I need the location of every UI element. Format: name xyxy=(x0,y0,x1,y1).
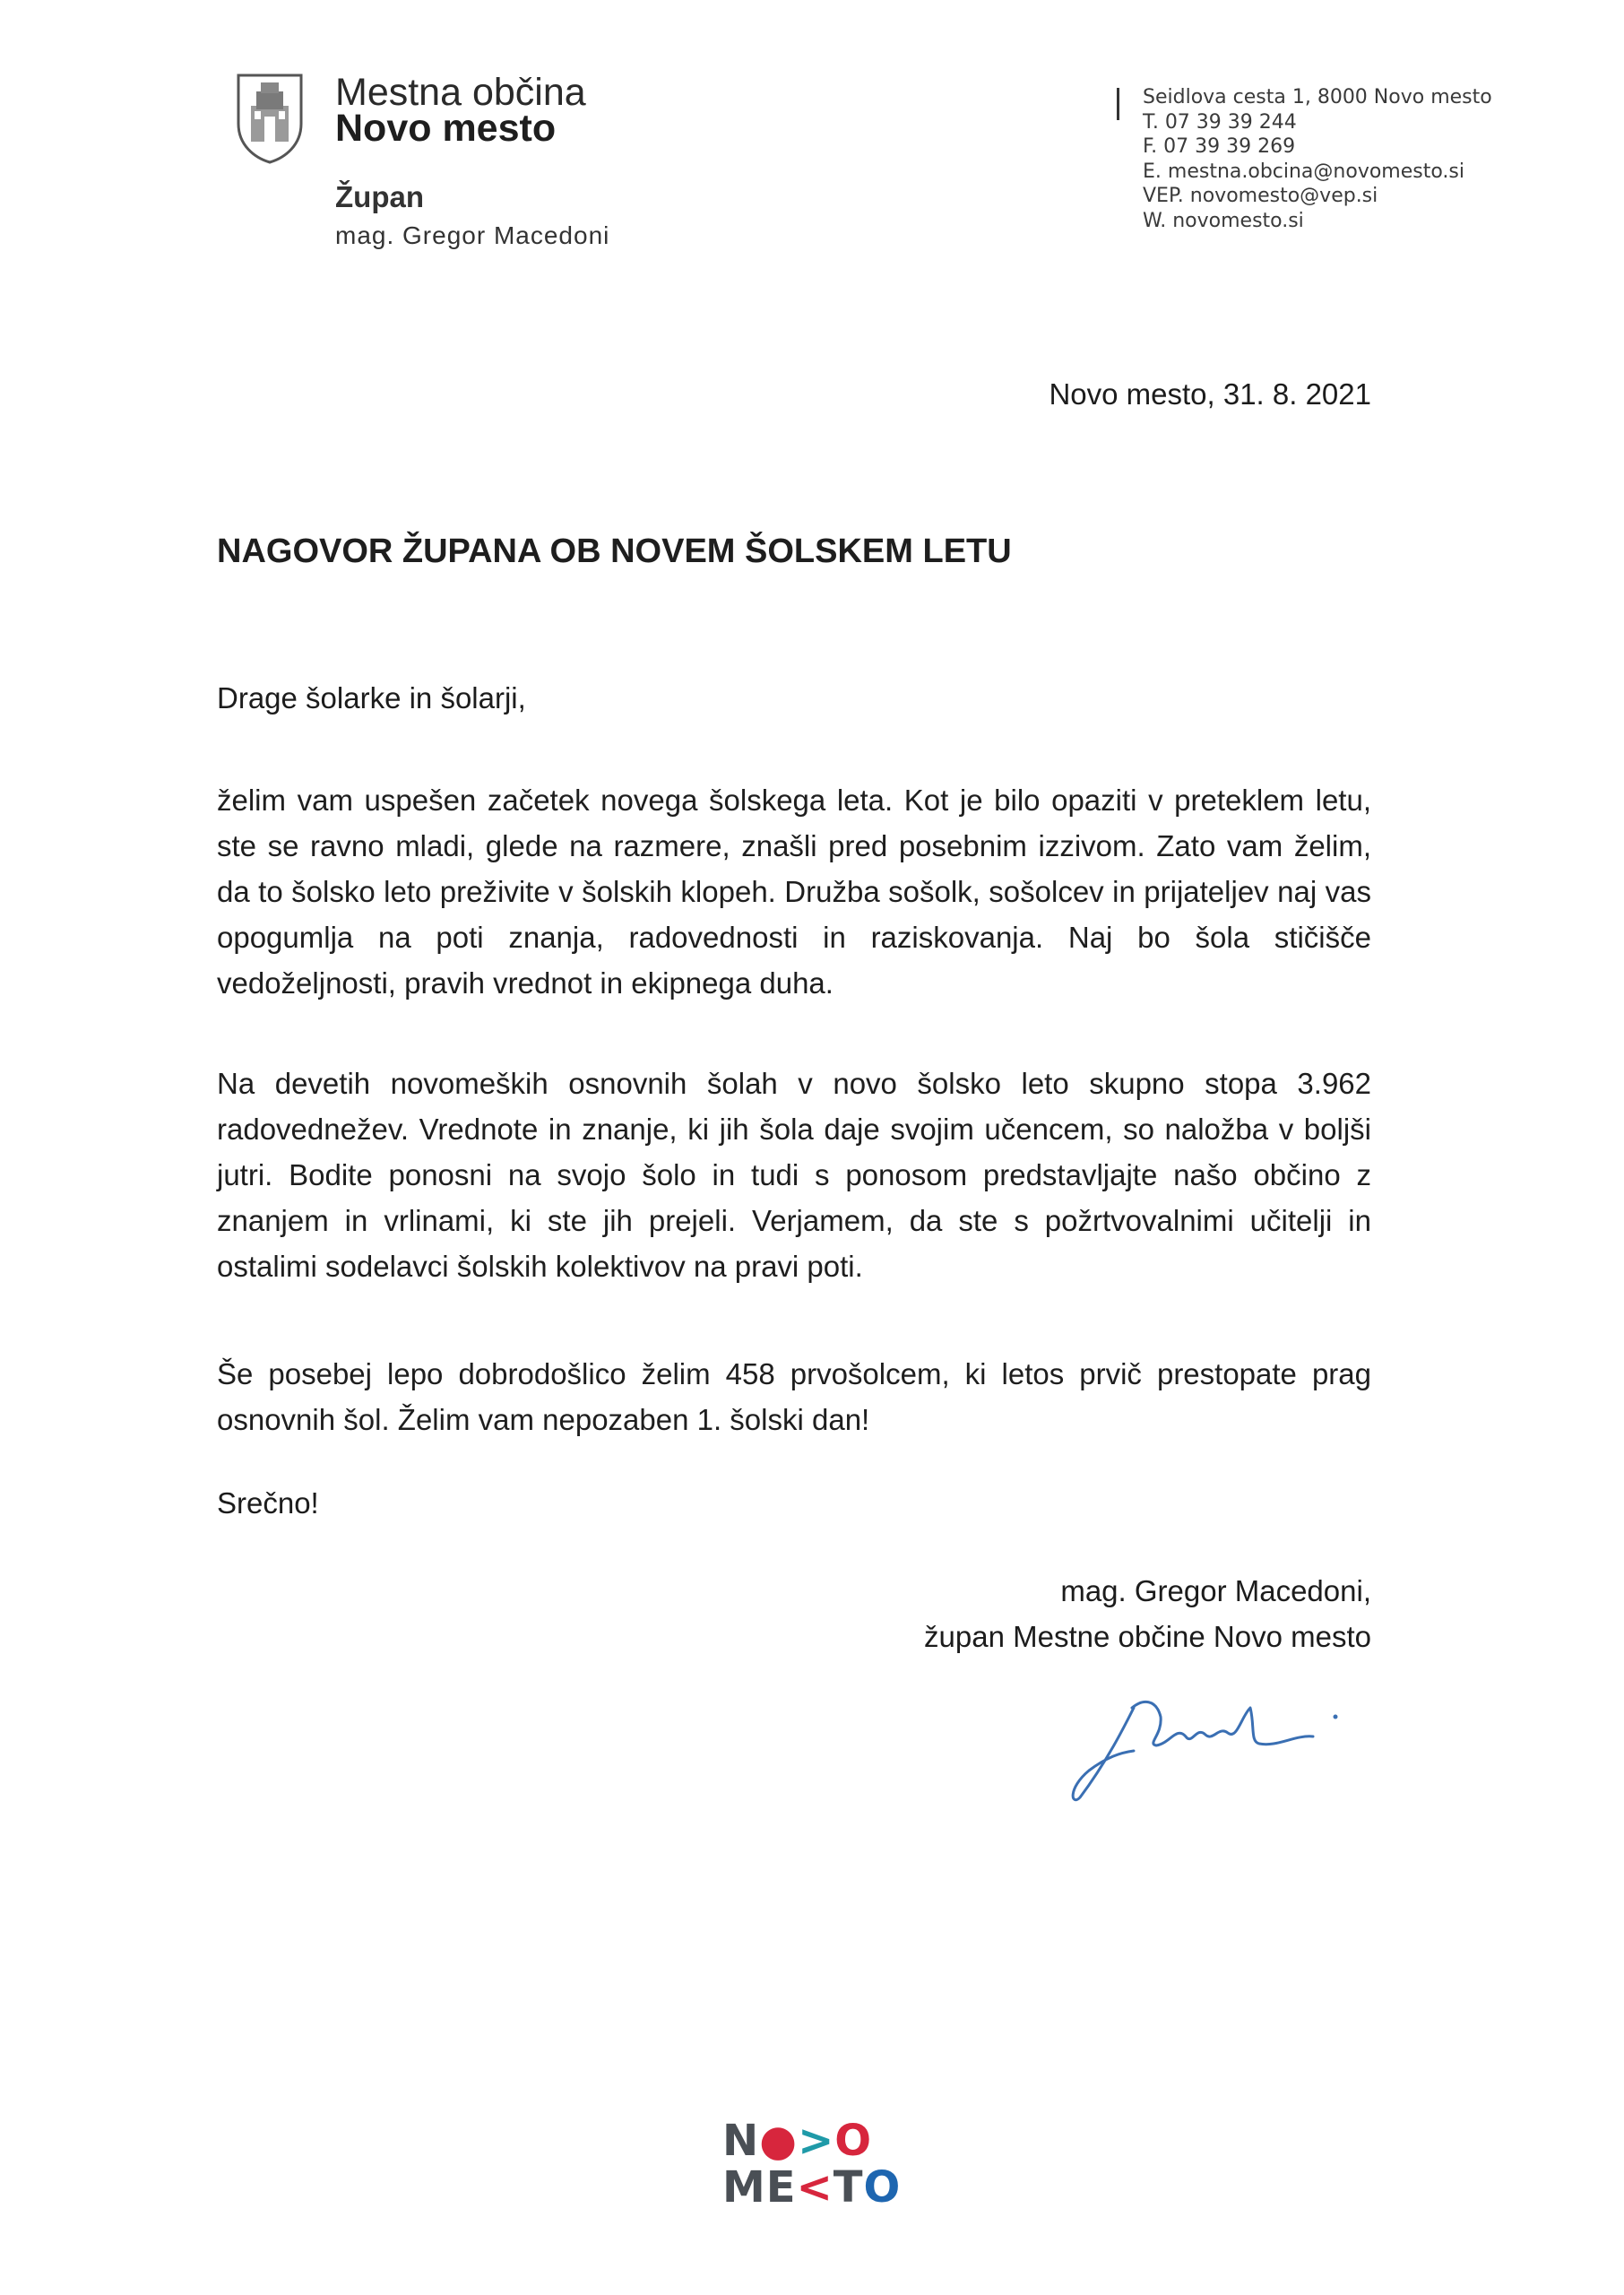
logo-letter: O xyxy=(863,2162,902,2213)
novo-mesto-logo xyxy=(722,2116,902,2216)
logo-letter: E xyxy=(765,2162,797,2213)
contact-phone: T. 07 39 39 244 xyxy=(1143,110,1297,134)
contact-vep: VEP. novomesto@vep.si xyxy=(1143,185,1378,207)
org-name-line1: Mestna občina xyxy=(335,71,586,114)
letter-title: NAGOVOR ŽUPANA OB NOVEM ŠOLSKEM LETU xyxy=(217,533,1012,570)
body-paragraph: Na devetih novomeških osnovnih šolah v novo šolsko leto skupno stopa 3.962 radovednežev. Vrednote in znanje, ki jih šola daje svojim učencem, so naložba v boljši jutri. Bodite ponosni na svojo šolo in tudi s ponosom predstavljajte našo občino z znanjem in vrlinami, ki ste jih prejeli. Verjamem, da ste s požrtvovalnimi učitelji in ostalimi sodelavci šolskih kolektivov na pravi poti. xyxy=(217,1067,1371,1283)
logo-letter: O xyxy=(834,2116,873,2166)
handwritten-signature xyxy=(1071,1672,1349,1806)
contact-divider xyxy=(1117,88,1119,120)
salutation: Drage šolarke in šolarji, xyxy=(217,681,526,714)
logo-letter: T xyxy=(833,2162,864,2213)
signatory-name: mag. Gregor Macedoni, xyxy=(1060,1574,1371,1607)
sender-name: mag. Gregor Macedoni xyxy=(335,221,610,249)
sender-role: Župan xyxy=(335,180,424,213)
logo-letter: N xyxy=(722,2116,760,2166)
signatory-title: župan Mestne občine Novo mesto xyxy=(924,1620,1371,1653)
org-name-line2: Novo mesto xyxy=(335,107,557,150)
logo-letter: ● xyxy=(759,2116,799,2166)
logo-letter: < xyxy=(796,2162,834,2213)
contact-block xyxy=(1143,85,1492,233)
body-paragraph: Še posebej lepo dobrodošlico želim 458 prvošolcem, ki letos prvič prestopate prag osnovnih šol. Želim vam nepozaben 1. šolski dan! xyxy=(217,1357,1371,1436)
letter-date: Novo mesto, 31. 8. 2021 xyxy=(1049,377,1371,411)
closing: Srečno! xyxy=(217,1486,319,1520)
logo-letter: M xyxy=(722,2162,766,2213)
contact-address: Seidlova cesta 1, 8000 Novo mesto xyxy=(1143,86,1492,108)
contact-web: W. novomesto.si xyxy=(1143,209,1304,232)
contact-email: E. mestna.obcina@novomesto.si xyxy=(1143,160,1464,183)
contact-fax: F. 07 39 39 269 xyxy=(1143,135,1296,158)
coat-of-arms-icon xyxy=(235,72,305,165)
body-paragraph: želim vam uspešen začetek novega šolskega leta. Kot je bilo opaziti v preteklem letu, ste se ravno mladi, glede na razmere, znašli pred posebnim izzivom. Zato vam želim, da to šolsko leto preživite v šolskih klopeh. Družba sošolk, sošolcev in prijateljev naj vas opogumlja na poti znanja, radovednosti in raziskovanja. Naj bo šola stičišče vedoželjnosti, pravih vrednot in ekipnega duha. xyxy=(217,784,1371,1000)
logo-letter: > xyxy=(798,2116,835,2166)
